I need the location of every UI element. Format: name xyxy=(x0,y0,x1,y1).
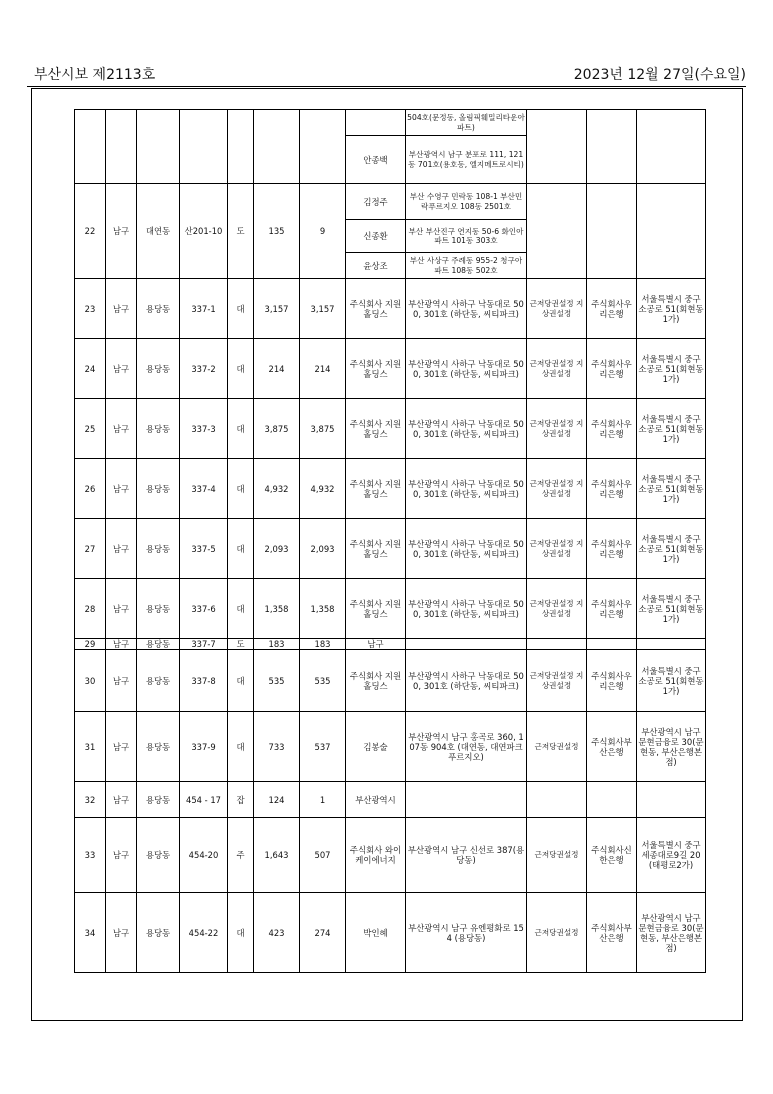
address-cell: 부산광역시 남구 유엔평화로 154 (용당동) xyxy=(406,893,527,973)
table-row xyxy=(75,110,706,136)
holder-address-cell: 서울특별시 중구 세종대로9길 20 (태평로2가) xyxy=(637,818,706,893)
table-row xyxy=(75,650,706,712)
jibun-cell: 337-4 xyxy=(180,459,228,519)
holder-address-cell: 서울특별시 중구 소공로 51(회현동 1가) xyxy=(637,579,706,639)
table-row xyxy=(75,184,706,220)
owner-cell: 주식회사 지원홀딩스 xyxy=(346,339,406,399)
dong-cell: 용당동 xyxy=(137,279,180,339)
right-type-cell xyxy=(527,639,587,650)
dong-cell: 용당동 xyxy=(137,893,180,973)
no-cell: 33 xyxy=(75,818,106,893)
jibun-cell: 337-6 xyxy=(180,579,228,639)
jimok-cell: 대 xyxy=(228,712,254,782)
address-cell: 부산광역시 남구 분포로 111, 121동 701호(용호동, 엘지메트로시티) xyxy=(406,136,527,184)
gu-cell: 남구 xyxy=(106,279,137,339)
holder-cell: 주식회사신한은행 xyxy=(587,818,637,893)
owner-cell: 주식회사 지원홀딩스 xyxy=(346,519,406,579)
owner-cell: 박인혜 xyxy=(346,893,406,973)
owner-cell: 김봉술 xyxy=(346,712,406,782)
no-cell: 30 xyxy=(75,650,106,712)
gu-cell: 남구 xyxy=(106,399,137,459)
dong-cell: 용당동 xyxy=(137,650,180,712)
right-type-cell: 근저당권설정 지상권설정 xyxy=(527,519,587,579)
dong-cell: 용당동 xyxy=(137,639,180,650)
holder-cell: 주식회사우리은행 xyxy=(587,650,637,712)
owner-cell: 주식회사 지원홀딩스 xyxy=(346,399,406,459)
address-cell: 부산 사상구 주례동 955-2 청구아파트 108동 502호 xyxy=(406,253,527,279)
jibun-cell: 337-2 xyxy=(180,339,228,399)
table-row xyxy=(75,279,706,339)
area-cell: 124 xyxy=(254,782,300,818)
no-cell: 22 xyxy=(75,184,106,279)
jimok-cell: 잡 xyxy=(228,782,254,818)
area-cell: 135 xyxy=(254,184,300,279)
owner-cell: 부산광역시 xyxy=(346,782,406,818)
jimok-cell: 도 xyxy=(228,184,254,279)
no-cell: 23 xyxy=(75,279,106,339)
holder-cell: 주식회사우리은행 xyxy=(587,279,637,339)
dong-cell: 대연동 xyxy=(137,184,180,279)
table-row xyxy=(75,579,706,639)
table-row xyxy=(75,519,706,579)
gu-cell: 남구 xyxy=(106,893,137,973)
holder-address-cell: 부산광역시 남구 문현금융로 30(문현동, 부산은행본점) xyxy=(637,893,706,973)
dong-cell: 용당동 xyxy=(137,579,180,639)
gu-cell: 남구 xyxy=(106,339,137,399)
right-type-cell: 근저당권설정 지상권설정 xyxy=(527,459,587,519)
gu-cell: 남구 xyxy=(106,459,137,519)
incl-area-cell: 274 xyxy=(300,893,346,973)
address-cell: 부산광역시 남구 홍곡로 360, 107동 904호 (대연동, 대연파크푸르지오) xyxy=(406,712,527,782)
gu-cell: 남구 xyxy=(106,782,137,818)
area-cell: 535 xyxy=(254,650,300,712)
no-cell: 26 xyxy=(75,459,106,519)
owner-cell: 남구 xyxy=(346,639,406,650)
area-cell: 733 xyxy=(254,712,300,782)
owner-cell: 윤상조 xyxy=(346,253,406,279)
holder-address-cell xyxy=(637,639,706,650)
jibun-cell: 337-5 xyxy=(180,519,228,579)
address-cell xyxy=(406,782,527,818)
jimok-cell: 대 xyxy=(228,459,254,519)
table-row xyxy=(75,712,706,782)
publication-date: 2023년 12월 27일(수요일) xyxy=(573,67,746,83)
area-cell: 423 xyxy=(254,893,300,973)
table-row xyxy=(75,893,706,973)
jibun-cell: 산201-10 xyxy=(180,184,228,279)
address-cell: 부산광역시 사하구 낙동대로 500, 301호 (하단동, 씨티파크) xyxy=(406,339,527,399)
area-cell: 214 xyxy=(254,339,300,399)
jibun-cell: 454-22 xyxy=(180,893,228,973)
address-cell: 504호(문정동, 올림픽훼밀리타운아파트) xyxy=(406,110,527,136)
table-row xyxy=(75,818,706,893)
owner-cell: 주식회사 지원홀딩스 xyxy=(346,579,406,639)
address-cell xyxy=(406,639,527,650)
no-cell: 25 xyxy=(75,399,106,459)
gu-cell: 남구 xyxy=(106,818,137,893)
right-type-cell: 근저당권설정 xyxy=(527,712,587,782)
holder-address-cell: 서울특별시 중구 소공로 51(회현동 1가) xyxy=(637,279,706,339)
area-cell: 4,932 xyxy=(254,459,300,519)
gu-cell: 남구 xyxy=(106,650,137,712)
right-type-cell: 근저당권설정 지상권설정 xyxy=(527,279,587,339)
jibun-cell: 337-8 xyxy=(180,650,228,712)
holder-address-cell: 서울특별시 중구 소공로 51(회현동 1가) xyxy=(637,399,706,459)
address-cell: 부산 수영구 민락동 108-1 부산민락푸르지오 108동 2501호 xyxy=(406,184,527,220)
address-cell: 부산광역시 남구 신선로 387(용당동) xyxy=(406,818,527,893)
incl-area-cell: 9 xyxy=(300,184,346,279)
holder-cell: 주식회사부산은행 xyxy=(587,712,637,782)
incl-area-cell: 2,093 xyxy=(300,519,346,579)
jibun-cell: 337-1 xyxy=(180,279,228,339)
area-cell: 3,875 xyxy=(254,399,300,459)
jimok-cell: 주 xyxy=(228,818,254,893)
incl-area-cell: 3,875 xyxy=(300,399,346,459)
no-cell: 32 xyxy=(75,782,106,818)
address-cell: 부산광역시 사하구 낙동대로 500, 301호 (하단동, 씨티파크) xyxy=(406,279,527,339)
holder-cell: 주식회사우리은행 xyxy=(587,459,637,519)
no-cell: 31 xyxy=(75,712,106,782)
area-cell: 1,358 xyxy=(254,579,300,639)
dong-cell: 용당동 xyxy=(137,339,180,399)
no-cell: 29 xyxy=(75,639,106,650)
address-cell: 부산광역시 사하구 낙동대로 500, 301호 (하단동, 씨티파크) xyxy=(406,459,527,519)
jibun-cell: 337-7 xyxy=(180,639,228,650)
area-cell: 3,157 xyxy=(254,279,300,339)
owner-cell: 주식회사 지원홀딩스 xyxy=(346,459,406,519)
table-row xyxy=(75,782,706,818)
owner-cell: 주식회사 지원홀딩스 xyxy=(346,650,406,712)
gu-cell: 남구 xyxy=(106,184,137,279)
jimok-cell: 대 xyxy=(228,519,254,579)
no-cell: 28 xyxy=(75,579,106,639)
incl-area-cell: 507 xyxy=(300,818,346,893)
address-cell: 부산광역시 사하구 낙동대로 500, 301호 (하단동, 씨티파크) xyxy=(406,399,527,459)
jimok-cell: 대 xyxy=(228,650,254,712)
area-cell: 2,093 xyxy=(254,519,300,579)
dong-cell: 용당동 xyxy=(137,399,180,459)
gu-cell: 남구 xyxy=(106,712,137,782)
incl-area-cell: 537 xyxy=(300,712,346,782)
no-cell: 27 xyxy=(75,519,106,579)
jibun-cell: 337-3 xyxy=(180,399,228,459)
holder-cell: 주식회사우리은행 xyxy=(587,399,637,459)
table-row xyxy=(75,399,706,459)
jimok-cell: 대 xyxy=(228,339,254,399)
owner-cell: 주식회사 지원홀딩스 xyxy=(346,279,406,339)
jimok-cell: 대 xyxy=(228,279,254,339)
incl-area-cell: 214 xyxy=(300,339,346,399)
owner-cell: 김정주 xyxy=(346,184,406,220)
holder-address-cell: 서울특별시 중구 소공로 51(회현동 1가) xyxy=(637,459,706,519)
jimok-cell: 대 xyxy=(228,399,254,459)
dong-cell: 용당동 xyxy=(137,818,180,893)
owner-cell: 안종백 xyxy=(346,136,406,184)
holder-address-cell: 서울특별시 중구 소공로 51(회현동 1가) xyxy=(637,650,706,712)
holder-cell: 주식회사우리은행 xyxy=(587,339,637,399)
holder-cell: 주식회사우리은행 xyxy=(587,519,637,579)
table-row xyxy=(75,339,706,399)
gu-cell: 남구 xyxy=(106,579,137,639)
holder-address-cell: 부산광역시 남구 문현금융로 30(문현동, 부산은행본점) xyxy=(637,712,706,782)
owner-cell: 신종환 xyxy=(346,220,406,253)
holder-cell xyxy=(587,639,637,650)
right-type-cell: 근저당권설정 xyxy=(527,893,587,973)
holder-address-cell: 서울특별시 중구 소공로 51(회현동 1가) xyxy=(637,519,706,579)
header-divider xyxy=(27,86,746,87)
owner-cell xyxy=(346,110,406,136)
no-cell: 34 xyxy=(75,893,106,973)
incl-area-cell: 1,358 xyxy=(300,579,346,639)
address-cell: 부산 부산진구 연지동 50-6 화인아파트 101동 303호 xyxy=(406,220,527,253)
dong-cell: 용당동 xyxy=(137,519,180,579)
area-cell: 1,643 xyxy=(254,818,300,893)
incl-area-cell: 183 xyxy=(300,639,346,650)
jimok-cell: 도 xyxy=(228,639,254,650)
holder-address-cell xyxy=(637,782,706,818)
incl-area-cell: 1 xyxy=(300,782,346,818)
jimok-cell: 대 xyxy=(228,893,254,973)
holder-cell xyxy=(587,782,637,818)
dong-cell: 용당동 xyxy=(137,712,180,782)
jimok-cell: 대 xyxy=(228,579,254,639)
address-cell: 부산광역시 사하구 낙동대로 500, 301호 (하단동, 씨티파크) xyxy=(406,579,527,639)
dong-cell: 용당동 xyxy=(137,782,180,818)
owner-cell: 주식회사 와이케이에너지 xyxy=(346,818,406,893)
holder-address-cell: 서울특별시 중구 소공로 51(회현동 1가) xyxy=(637,339,706,399)
area-cell: 183 xyxy=(254,639,300,650)
right-type-cell: 근저당권설정 xyxy=(527,818,587,893)
incl-area-cell: 535 xyxy=(300,650,346,712)
dong-cell: 용당동 xyxy=(137,459,180,519)
right-type-cell: 근저당권설정 지상권설정 xyxy=(527,399,587,459)
right-type-cell: 근저당권설정 지상권설정 xyxy=(527,650,587,712)
gu-cell: 남구 xyxy=(106,639,137,650)
right-type-cell: 근저당권설정 지상권설정 xyxy=(527,339,587,399)
jibun-cell: 454 - 17 xyxy=(180,782,228,818)
holder-cell: 주식회사부산은행 xyxy=(587,893,637,973)
right-type-cell xyxy=(527,782,587,818)
incl-area-cell: 4,932 xyxy=(300,459,346,519)
no-cell: 24 xyxy=(75,339,106,399)
incl-area-cell: 3,157 xyxy=(300,279,346,339)
address-cell: 부산광역시 사하구 낙동대로 500, 301호 (하단동, 씨티파크) xyxy=(406,650,527,712)
table-row xyxy=(75,459,706,519)
table-row xyxy=(75,639,706,650)
jibun-cell: 454-20 xyxy=(180,818,228,893)
right-type-cell: 근저당권설정 지상권설정 xyxy=(527,579,587,639)
holder-cell: 주식회사우리은행 xyxy=(587,579,637,639)
land-table xyxy=(74,109,706,973)
publication-title: 부산시보 제2113호 xyxy=(34,67,156,83)
address-cell: 부산광역시 사하구 낙동대로 500, 301호 (하단동, 씨티파크) xyxy=(406,519,527,579)
jibun-cell: 337-9 xyxy=(180,712,228,782)
gu-cell: 남구 xyxy=(106,519,137,579)
